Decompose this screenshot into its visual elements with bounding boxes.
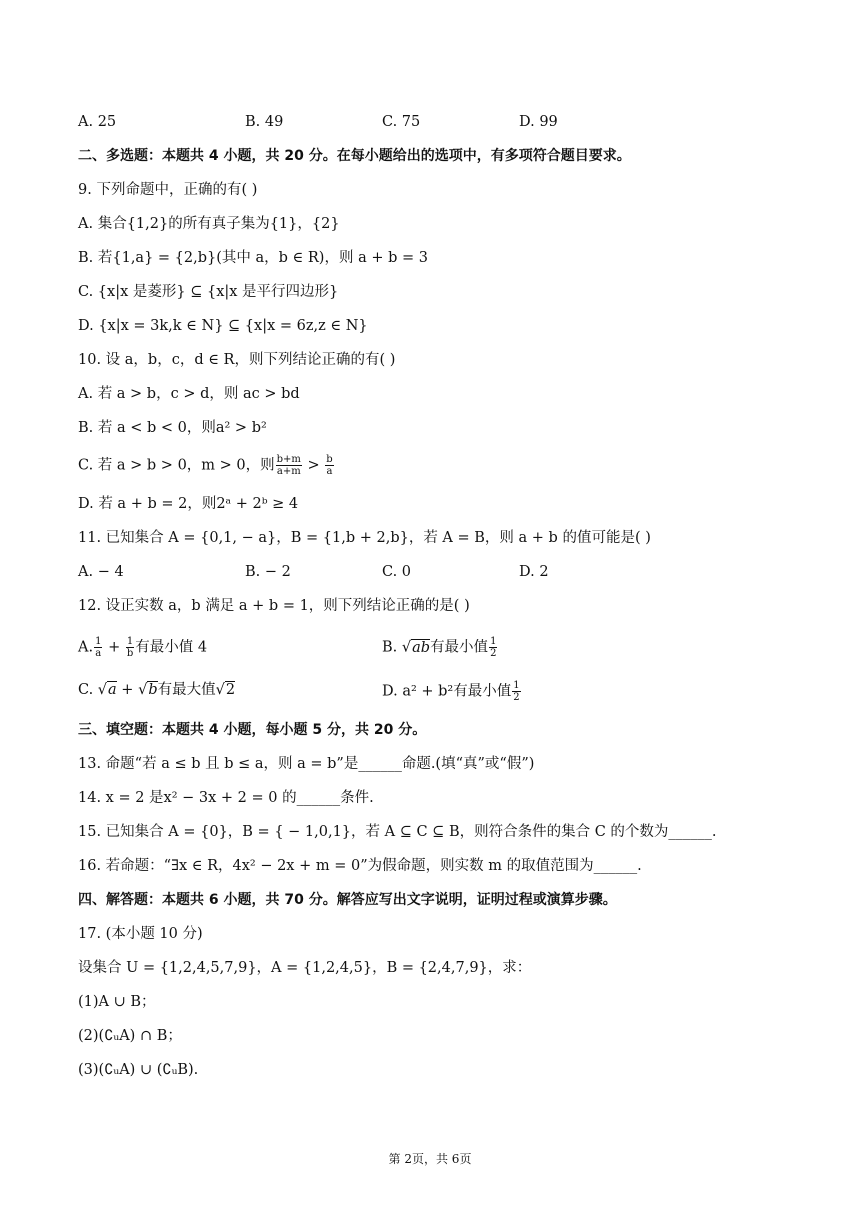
radicand: b: [148, 682, 158, 698]
q17-title: 17. (本小题 10 分): [78, 926, 203, 942]
fraction-denominator: a: [95, 648, 102, 659]
q12-option-b: [382, 636, 498, 659]
q12-option-d: [382, 680, 522, 703]
fraction-numerator: b+m: [276, 454, 301, 465]
q11-stem: 11. 已知集合 A = {0,1, − a}，B = {1,b + 2,b}，若 A = B，则 a + b 的值可能是( ): [78, 530, 651, 546]
page-footer: 第 2页，共 6页: [388, 1152, 472, 1166]
q8-option-c: C. 75: [382, 114, 421, 130]
fraction-denominator: b: [126, 648, 134, 659]
fraction-numerator: b: [326, 454, 333, 465]
q13: 13. 命题“若 a ≤ b 且 b ≤ a，则 a = b”是______命题.(填“真”或“假”): [78, 756, 535, 772]
q12-a-fraction-1: [94, 636, 102, 659]
option-text: 有最小值: [430, 639, 489, 656]
plus-sign: + √: [116, 682, 148, 698]
q9-stem: 9. 下列命题中，正确的有( ): [78, 182, 258, 198]
section2-header: 二、多选题：本题共 4 小题，共 20 分。在每小题给出的选项中，有多项符合题目要求。: [78, 148, 631, 164]
fraction-denominator: 2: [513, 692, 520, 703]
q11-option-d: D. 2: [519, 564, 549, 580]
fraction-numerator: 1: [513, 680, 520, 691]
option-text: D. a² + b²有最小值: [382, 683, 512, 700]
q10-option-d: D. 若 a + b = 2，则2ᵃ + 2ᵇ ≥ 4: [78, 496, 299, 512]
q11-option-b: B. − 2: [245, 564, 291, 580]
q10-option-a: A. 若 a > b，c > d，则 ac > bd: [78, 386, 300, 402]
radicand: ab: [412, 639, 431, 656]
option-letter: B. √: [382, 639, 412, 656]
q12-a-fraction-2: [126, 636, 134, 659]
q12-stem: 12. 设正实数 a，b 满足 a + b = 1，则下列结论正确的是( ): [78, 598, 470, 614]
option-letter: C. √: [78, 682, 108, 698]
q10-c-prefix: C. 若 a > b > 0，m > 0，则: [78, 457, 275, 474]
fraction-numerator: 1: [126, 636, 134, 647]
q9-option-a: A. 集合{1,2}的所有真子集为{1}，{2}: [78, 216, 340, 232]
q14: 14. x = 2 是x² − 3x + 2 = 0 的______条件.: [78, 790, 374, 806]
q11-option-a: A. − 4: [78, 564, 124, 580]
fraction-numerator: 1: [490, 636, 497, 647]
q10-option-c: [78, 454, 335, 477]
q17-stem: 设集合 U = {1,2,4,5,7,9}，A = {1,2,4,5}，B = {2,4,7,9}，求：: [78, 960, 532, 976]
q10-stem: 10. 设 a，b，c，d ∈ R，则下列结论正确的有( ): [78, 352, 396, 368]
option-text: 有最小值 4: [135, 639, 208, 656]
q17-part-1: (1)A ∪ B；: [78, 994, 156, 1010]
option-text: 有最大值√: [157, 682, 225, 698]
q12-b-fraction: [489, 636, 497, 659]
fraction-denominator: a+m: [276, 466, 301, 477]
q9-option-b: B. 若{1,a} = {2,b}(其中 a，b ∈ R)，则 a + b = 3: [78, 250, 428, 266]
radicand: 2: [225, 682, 236, 698]
q16: 16. 若命题：“∃x ∈ R，4x² − 2x + m = 0”为假命题，则实数 m 的取值范围为______.: [78, 858, 642, 874]
greater-than: >: [302, 457, 325, 474]
q8-option-b: B. 49: [245, 114, 284, 130]
plus-sign: +: [103, 639, 125, 656]
q11-option-c: C. 0: [382, 564, 412, 580]
q8-option-a: A. 25: [78, 114, 117, 130]
q10-option-b: B. 若 a < b < 0，则a² > b²: [78, 420, 267, 436]
q10-c-fraction-2: [325, 454, 333, 477]
q8-option-d: D. 99: [519, 114, 558, 130]
q17-part-3: (3)(∁ᵤA) ∪ (∁ᵤB).: [78, 1062, 199, 1078]
fraction-numerator: 1: [95, 636, 102, 647]
q17-part-2: (2)(∁ᵤA) ∩ B；: [78, 1028, 182, 1044]
q15: 15. 已知集合 A = {0}，B = { − 1,0,1}，若 A ⊆ C ⊆ B，则符合条件的集合 C 的个数为______.: [78, 824, 717, 840]
q12-option-c: [78, 680, 235, 700]
q9-option-c: C. {x|x 是菱形} ⊆ {x|x 是平行四边形}: [78, 284, 339, 300]
section4-header: 四、解答题：本题共 6 小题，共 70 分。解答应写出文字说明，证明过程或演算步骤。: [78, 892, 617, 908]
q12-option-a: [78, 636, 207, 659]
q10-c-fraction-1: [276, 454, 302, 477]
section3-header: 三、填空题：本题共 4 小题，每小题 5 分，共 20 分。: [78, 722, 427, 738]
q9-option-d: D. {x|x = 3k,k ∈ N} ⊆ {x|x = 6z,z ∈ N}: [78, 318, 368, 334]
fraction-denominator: 2: [490, 648, 497, 659]
radicand: a: [108, 682, 117, 698]
option-letter: A.: [78, 639, 94, 656]
fraction-denominator: a: [326, 466, 333, 477]
q12-d-fraction: [512, 680, 520, 703]
